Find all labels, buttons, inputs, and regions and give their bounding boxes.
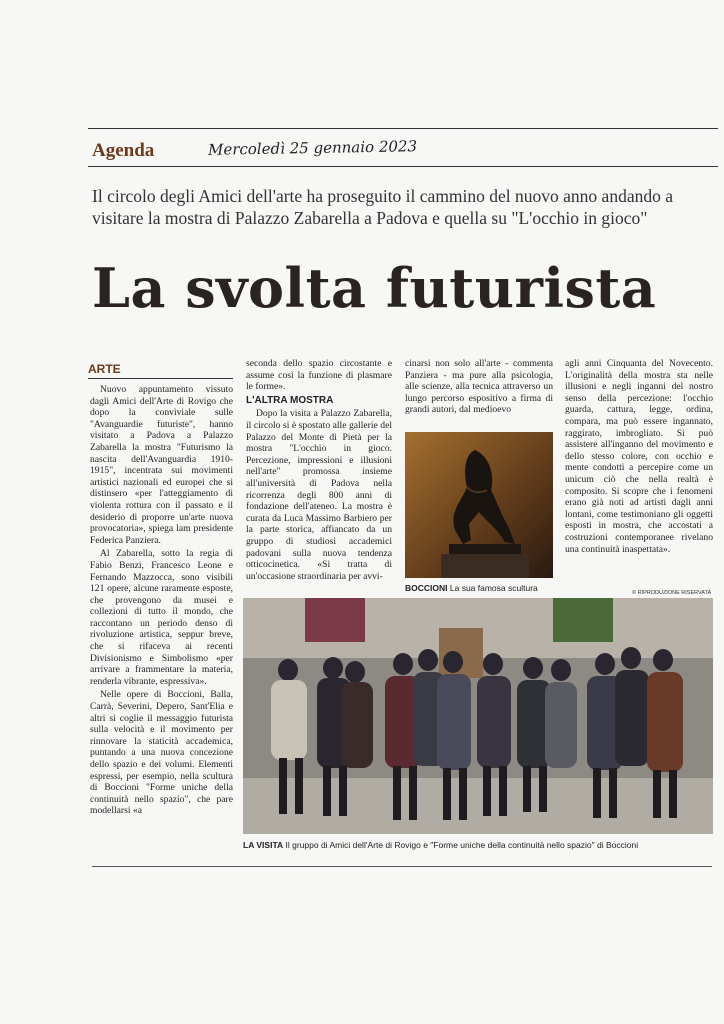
section-subhead: L'ALTRA MOSTRA — [246, 394, 334, 406]
group-image — [243, 598, 713, 834]
article-subtitle: Il circolo degli Amici dell'arte ha proseguito il cammino del nuovo anno andando a visitare la mostra di Palazzo Zabarella a Padova e quella su "L'occhio in gioco" — [92, 186, 673, 228]
paragraph: Dopo la visita a Palazzo Zabarella, il circolo si è spostato alle gallerie del Palazzo del Monte di Pietà per la mostra "L'occhio in gioco. Percezione, impressioni e illusioni nell'arte" promossa insieme all'università di Padova nella ricorrenza degli 800 anni di fondazione dell'ateneo. La mostra è curata da Luca Massimo Barbiero per la parte storica, affiancato da un gruppo di studiosi accademici padovani sulla nuova tendenza otticocinetica. «Si tratta di un'occasione straordinaria per avvi- — [246, 408, 392, 582]
paragraph: Al Zabarella, sotto la regia di Fabio Benzi, Francesco Leone e Fernando Mazzocca, sono visibili 121 opere, alcune raramente esposte, che provengono da musei e collezioni di tutto il mondo, che raccontano un periodo denso di rivoluzione artistica, seppur breve, che si rifaceva ai recenti Divisionismo e Simbolismo «per arrivare a frammentare la materia, renderla vibrante, espressiva». — [90, 548, 233, 687]
paragraph: seconda dello spazio circostante e assume così la funzione di plasmare le forme». — [246, 358, 392, 393]
top-rule — [88, 128, 718, 129]
copyright-note: © RIPRODUZIONE RISERVATA — [632, 590, 712, 596]
article-column-3 — [405, 358, 553, 418]
kicker-rule — [88, 378, 233, 379]
article-column-2 — [246, 358, 392, 584]
photo1-caption — [405, 583, 538, 593]
paragraph: cinarsi non solo all'arte - commenta Panziera - ma pure alla psicologia, alle scienze, alla tecnica attraverso un lungo percorso espositivo a firma di grandi autori, dal medioevo — [405, 358, 553, 416]
section-label: Agenda — [92, 140, 155, 161]
paragraph: agli anni Cinquanta del Novecento. L'originalità della mostra sta nelle illusioni e negli inganni del nostro senso della percezione: l'occhio guarda, cattura, legge, ordina, compara, ma può essere ingannato, raggirato, imbrogliato. Si può assistere all'inganno del movimento e dello stesso colore, con occhio e mente condotti a percepire come un unicum ciò che nella realtà è composito. Si scopre che i fenomeni erano già noti ad artisti dagli anni lontani, come testimoniano gli oggetti esposti in mostra, che accostati a costruzioni contemporanee rivelano una continuità inaspettata». — [565, 358, 713, 555]
photo2-caption-label: LA VISITA — [243, 840, 284, 850]
paragraph: Nelle opere di Boccioni, Balla, Carrà, Severini, Depero, Sant'Elia e altri si coglie il messaggio futurista sulla velocità e il movimento per rinnovare la staticità accademica, puntando a una nuova concezione dello spazio e dei volumi. Elementi espressi, per esempio, nella scultura di Boccioni "Forme uniche della continuità nello spazio", che pare modellarsi «a — [90, 689, 233, 817]
article-headline: La svolta futurista — [92, 256, 657, 320]
bottom-rule — [92, 866, 712, 867]
handwritten-date: Mercoledì 25 gennaio 2023 — [207, 137, 418, 159]
group-photo — [243, 598, 713, 834]
photo2-caption — [243, 840, 638, 850]
photo2-caption-text: Il gruppo di Amici dell'Arte di Rovigo e "Forme uniche della continuità nello spazio" di Boccioni — [285, 840, 639, 850]
article-column-1 — [90, 384, 233, 819]
photo1-caption-text: La sua famosa scultura — [449, 583, 538, 593]
article-kicker: ARTE — [88, 362, 121, 376]
boccioni-sculpture-photo — [405, 432, 553, 578]
paragraph: Nuovo appuntamento vissuto dagli Amici dell'Arte di Rovigo che dopo la conviviale sulle "Avanguardie futuriste", hanno visitato a Padova a Palazzo Zabarella la mostra "Futurismo la nascita dell'Avanguardia 1910-1915", incentrata sui movimenti artistici nazionali ed europei che si distinsero «per l'atteggiamento di violenta rottura con il passato e il desiderio di proporre un'arte nuova provocatoria», spiega lam presidente Federica Panziera. — [90, 384, 233, 546]
header-rule — [88, 166, 718, 167]
article-column-4 — [565, 358, 713, 557]
sculpture-image — [405, 432, 553, 578]
photo1-caption-label: BOCCIONI — [405, 583, 448, 593]
